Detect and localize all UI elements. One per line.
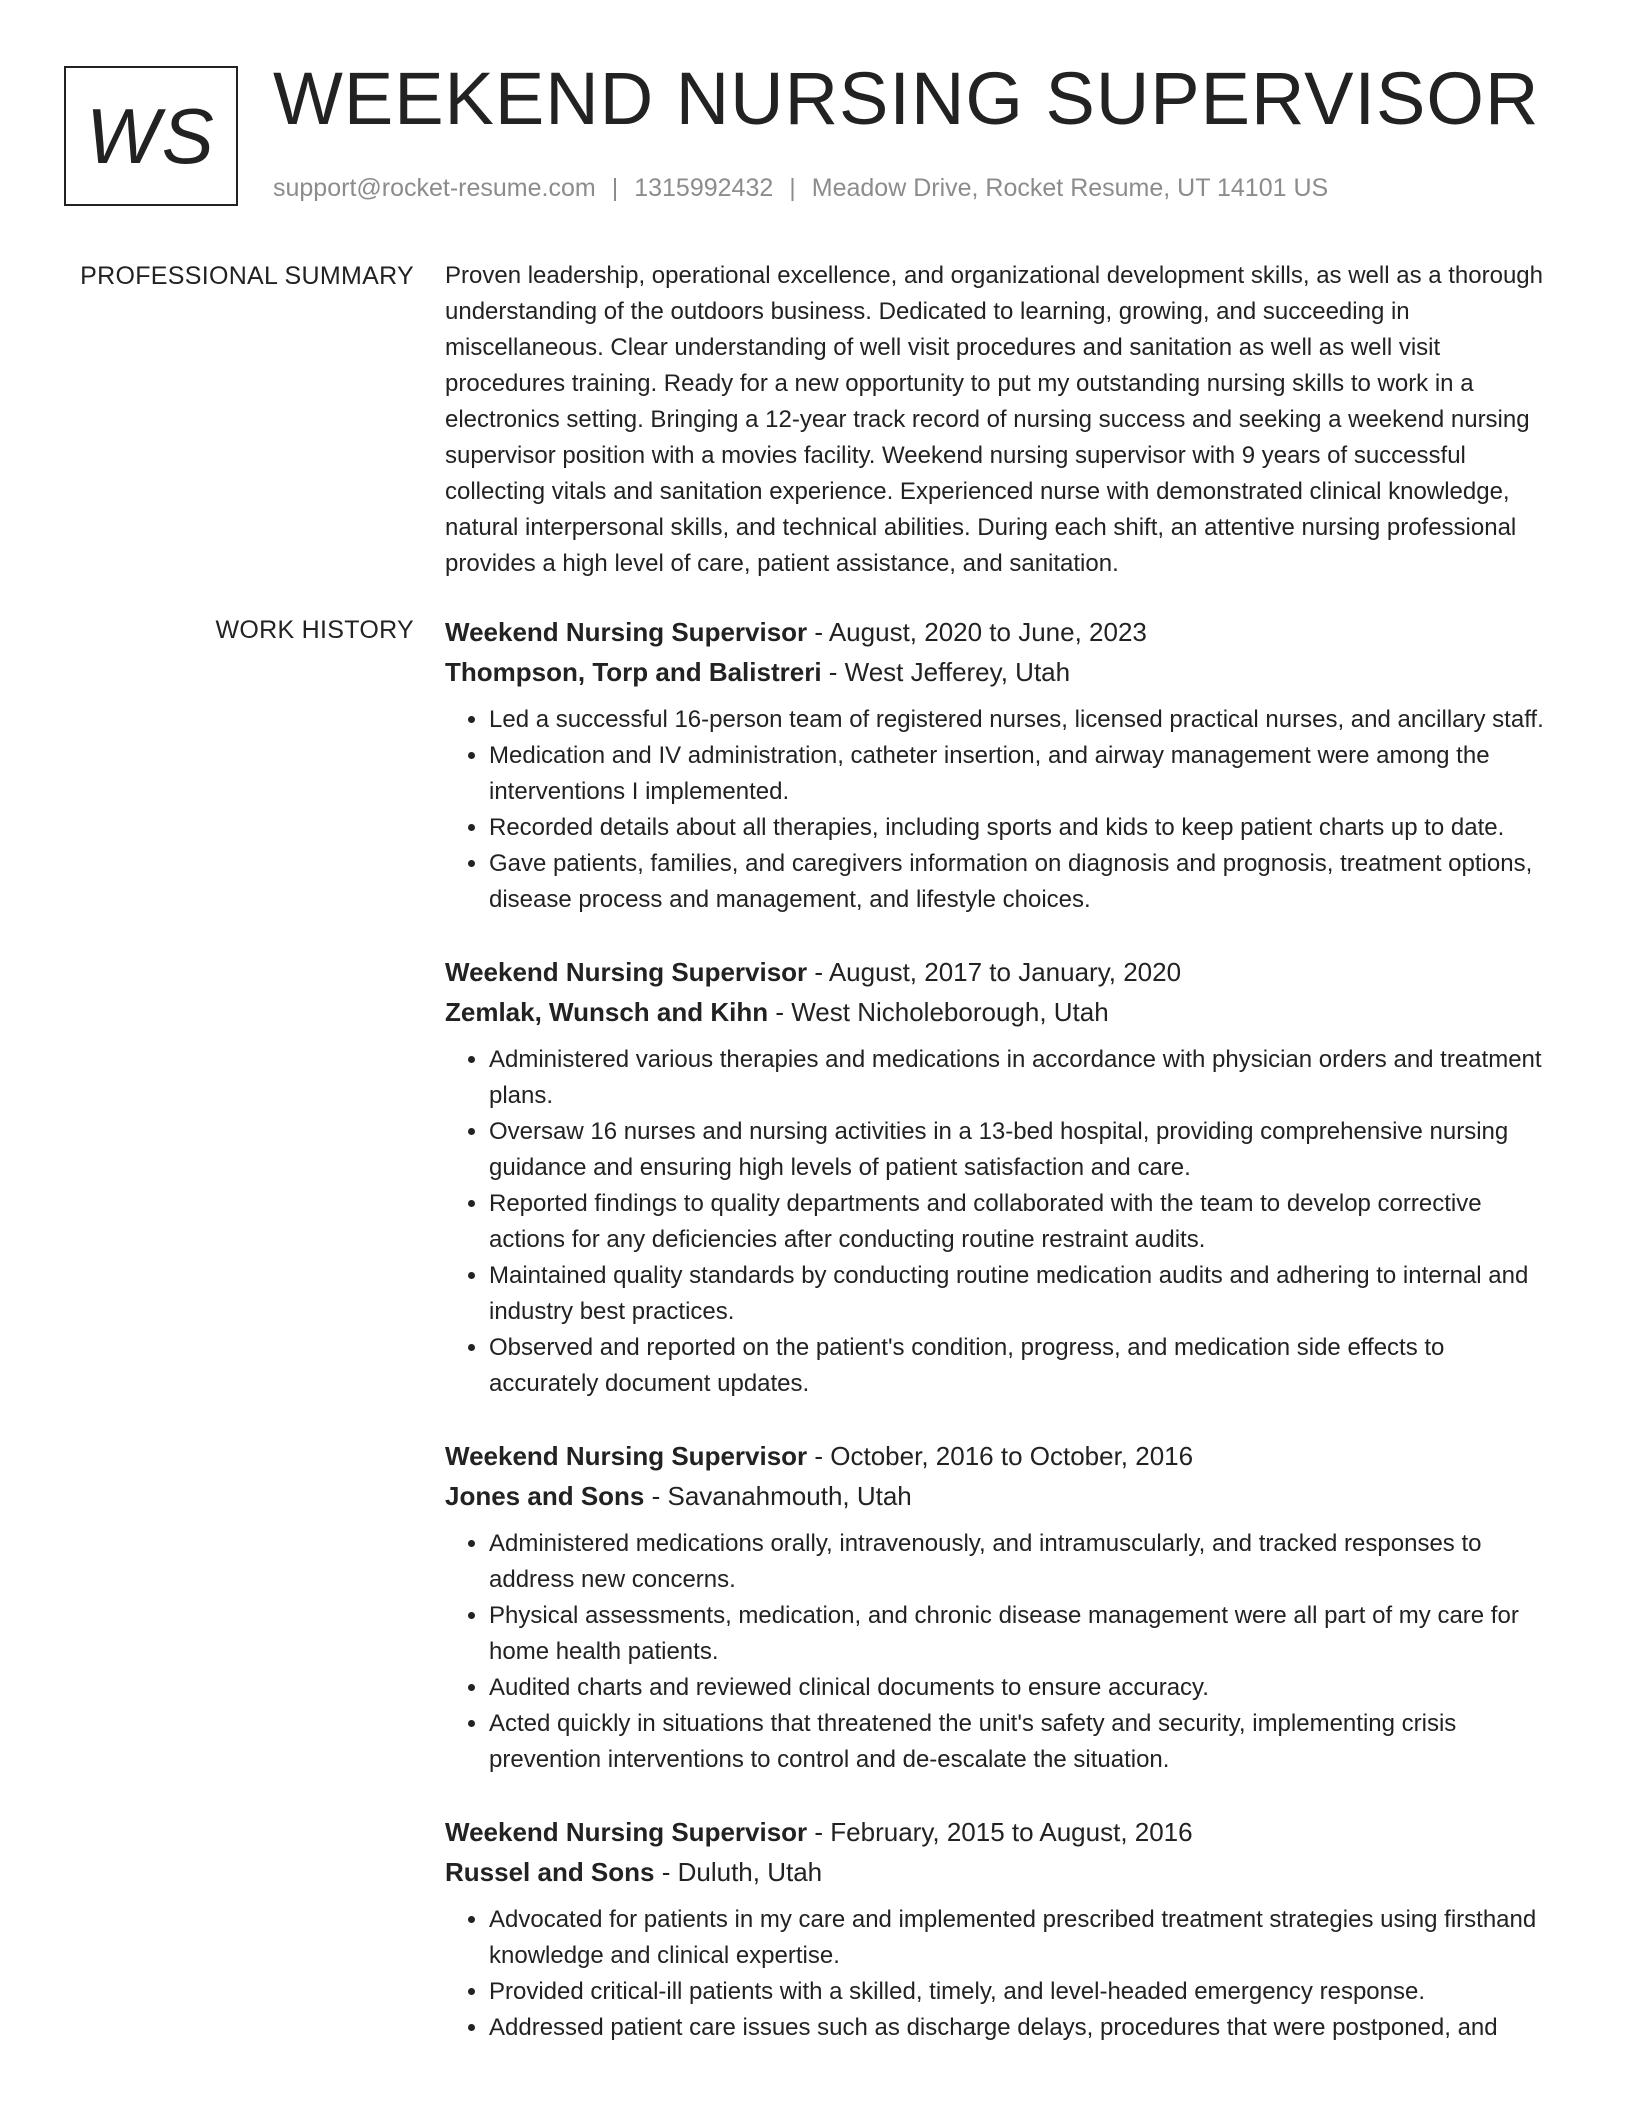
job-bullet: • Administered medications orally, intravenously, and intramuscularly, and tracked responses to address new concerns. [489, 1526, 1557, 1598]
contact-phone: 1315992432 [634, 174, 774, 202]
job-bullet: • Maintained quality standards by conducting routine medication audits and adhering to internal and industry best practices. [489, 1258, 1557, 1330]
job-entry [445, 1436, 1557, 1778]
job-company: Russel and Sons [445, 1857, 655, 1887]
job-location: - Savanahmouth, Utah [644, 1481, 912, 1511]
work-history-list [445, 612, 1557, 2080]
job-company-line [445, 1852, 1557, 1892]
job-entry [445, 952, 1557, 1402]
job-bullet: • Observed and reported on the patient's condition, progress, and medication side effects to accurately document updates. [489, 1330, 1557, 1402]
contact-separator: | [789, 174, 796, 202]
job-bullet: • Advocated for patients in my care and implemented prescribed treatment strategies using firsthand knowledge and clinical expertise. [489, 1902, 1557, 1974]
contact-address: Meadow Drive, Rocket Resume, UT 14101 US [811, 174, 1329, 202]
job-bullets [445, 702, 1557, 918]
job-title: Weekend Nursing Supervisor [445, 957, 808, 987]
job-bullet: • Addressed patient care issues such as discharge delays, procedures that were postponed, and [489, 2010, 1557, 2046]
job-dates: - August, 2020 to June, 2023 [807, 617, 1147, 647]
job-company: Jones and Sons [445, 1481, 645, 1511]
contact-separator: | [611, 174, 619, 202]
job-title-line [445, 612, 1557, 652]
monogram-box [64, 66, 238, 206]
summary-text: Proven leadership, operational excellence, and organizational development skills, as well as a thorough understanding of the outdoors business. Dedicated to learning, growing, and succeeding in miscellaneous. Clear understanding of well visit procedures and sanitation as well as well visit procedures training. Ready for a new opportunity to put my outstanding nursing skills to work in a electronics setting. Bringing a 12-year track record of nursing success and seeking a weekend nursing supervisor position with a movies facility. Weekend nursing supervisor with 9 years of successful collecting vitals and sanitation experience. Experienced nurse with demonstrated clinical knowledge, natural interpersonal skills, and technical abilities. During each shift, an attentive nursing professional provides a high level of care, patient assistance, and sanitation. [445, 262, 1543, 577]
work-history-section-label: WORK HISTORY [215, 616, 414, 644]
job-title: Weekend Nursing Supervisor [445, 617, 808, 647]
job-bullet: • Reported findings to quality departments and collaborated with the team to develop corrective actions for any deficiencies after conducting routine restraint audits. [489, 1186, 1557, 1258]
job-location: - West Nicholeborough, Utah [768, 997, 1109, 1027]
job-bullet: • Gave patients, families, and caregivers information on diagnosis and prognosis, treatment options, disease process and management, and lifestyle choices. [489, 846, 1557, 918]
job-company-line [445, 1476, 1557, 1516]
job-bullet: • Physical assessments, medication, and chronic disease management were all part of my care for home health patients. [489, 1598, 1557, 1670]
job-title-line [445, 1812, 1557, 1852]
job-title-line [445, 952, 1557, 992]
job-dates: - October, 2016 to October, 2016 [807, 1441, 1194, 1471]
job-title: Weekend Nursing Supervisor [445, 1441, 808, 1471]
job-bullet: • Led a successful 16-person team of registered nurses, licensed practical nurses, and ancillary staff. [489, 702, 1557, 738]
job-bullet: • Acted quickly in situations that threatened the unit's safety and security, implementing crisis prevention interventions to control and de-escalate the situation. [489, 1706, 1557, 1778]
job-company: Thompson, Torp and Balistreri [445, 657, 822, 687]
job-dates: - August, 2017 to January, 2020 [807, 957, 1182, 987]
job-dates: - February, 2015 to August, 2016 [807, 1817, 1193, 1847]
resume-name-title: WEEKEND NURSING SUPERVISOR [273, 57, 1540, 140]
job-company: Zemlak, Wunsch and Kihn [445, 997, 769, 1027]
job-location: - Duluth, Utah [654, 1857, 823, 1887]
job-entry [445, 1812, 1557, 2046]
job-bullets [445, 1902, 1557, 2046]
contact-line [273, 174, 1328, 203]
job-entry [445, 612, 1557, 918]
job-bullet: • Recorded details about all therapies, including sports and kids to keep patient charts up to date. [489, 810, 1557, 846]
job-title: Weekend Nursing Supervisor [445, 1817, 808, 1847]
job-bullets [445, 1526, 1557, 1778]
contact-email: support@rocket-resume.com [273, 174, 596, 202]
summary-section-label: PROFESSIONAL SUMMARY [80, 262, 414, 290]
job-title-line [445, 1436, 1557, 1476]
job-bullet: • Administered various therapies and medications in accordance with physician orders and treatment plans. [489, 1042, 1557, 1114]
job-company-line [445, 992, 1557, 1032]
job-company-line [445, 652, 1557, 692]
job-location: - West Jefferey, Utah [821, 657, 1071, 687]
job-bullet: • Audited charts and reviewed clinical documents to ensure accuracy. [489, 1670, 1557, 1706]
job-bullets [445, 1042, 1557, 1402]
job-bullet: • Provided critical-ill patients with a skilled, timely, and level-headed emergency response. [489, 1974, 1557, 2010]
job-bullet: • Medication and IV administration, catheter insertion, and airway management were among the interventions I implemented. [489, 738, 1557, 810]
job-bullet: • Oversaw 16 nurses and nursing activities in a 13-bed hospital, providing comprehensive nursing guidance and ensuring high levels of patient satisfaction and care. [489, 1114, 1557, 1186]
monogram-initials: WS [86, 92, 216, 180]
